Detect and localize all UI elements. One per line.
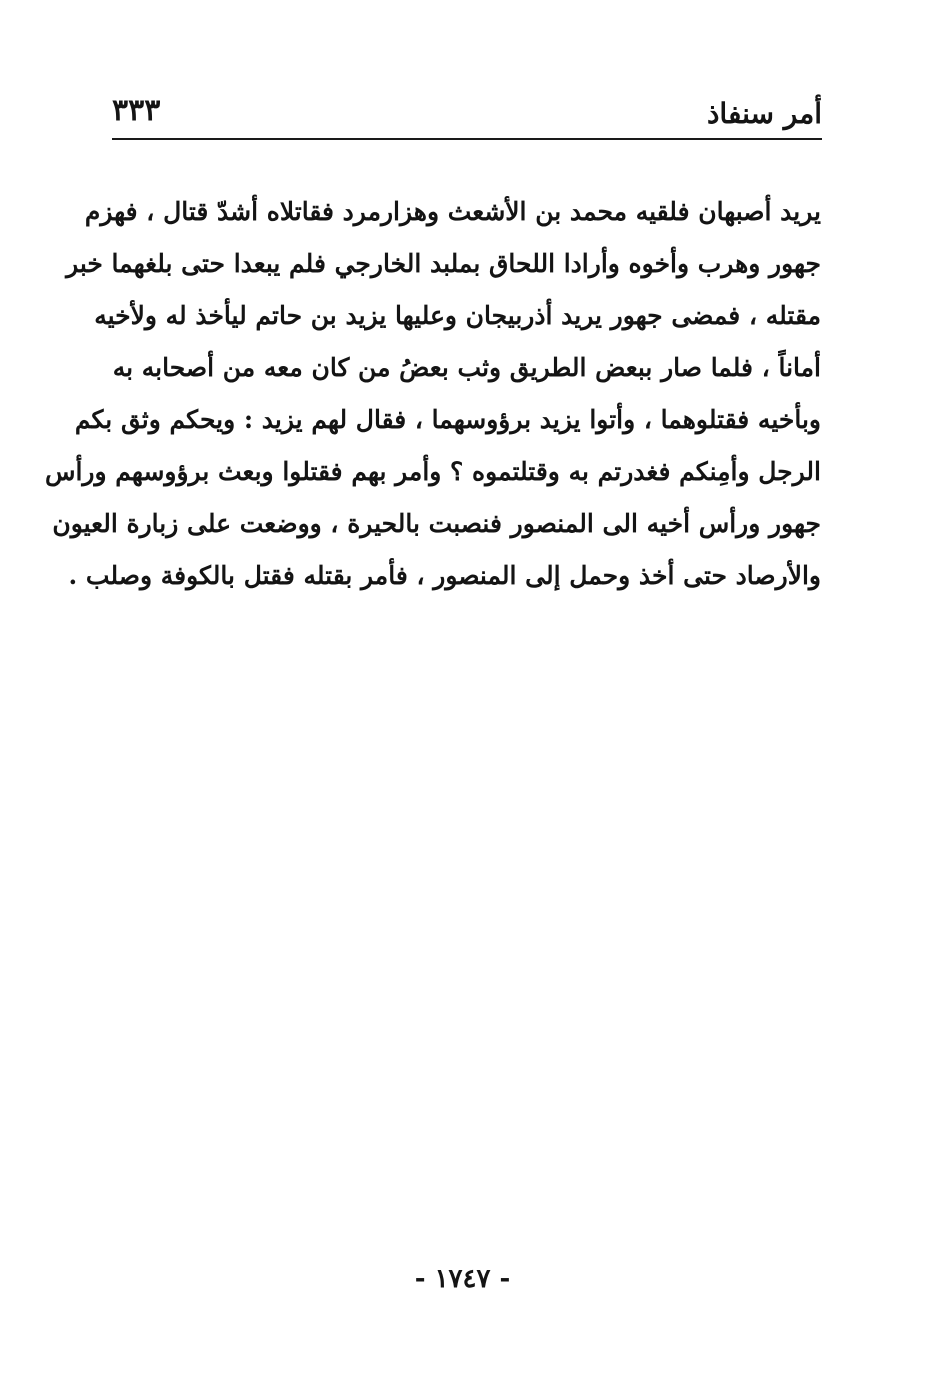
text-line: والأرصاد حتى أخذ وحمل إلى المنصور ، فأمر بقتله فقتل بالكوفة وصلب .: [68, 561, 821, 590]
body-text: [44, 186, 821, 602]
page-header: [112, 88, 822, 140]
header-page-number: ٣٣٣: [112, 93, 161, 128]
text-line: جهور وهرب وأخوه وأرادا اللحاق بملبد الخارجي فلم يبعدا حتى بلغهما خبر: [66, 249, 821, 278]
text-line: يريد أصبهان فلقيه محمد بن الأشعث وهزارمرد فقاتلاه أشدّ قتال ، فهزم: [84, 197, 821, 226]
text-line: وبأخيه فقتلوهما ، وأتوا يزيد برؤوسهما ، فقال لهم يزيد : ويحكم وثق بكم: [74, 405, 821, 434]
header-rule: [112, 138, 822, 140]
text-line: جهور ورأس أخيه الى المنصور فنصبت بالحيرة ، ووضعت على زبارة العيون: [52, 509, 821, 538]
text-line: الرجل وأمِنكم فغدرتم به وقتلتموه ؟ وأمر بهم فقتلوا وبعث برؤوسهم ورأس: [44, 457, 821, 486]
text-line: أماناً ، فلما صار ببعض الطريق وثب بعضُ من كان معه من أصحابه به: [112, 353, 821, 382]
text-line: مقتله ، فمضى جهور يريد أذربيجان وعليها يزيد بن حاتم ليأخذ له ولأخيه: [94, 301, 821, 330]
running-title: أمر سنفاذ: [706, 97, 822, 130]
footer-page-number: - ١٧٤٧ -: [414, 1264, 511, 1294]
